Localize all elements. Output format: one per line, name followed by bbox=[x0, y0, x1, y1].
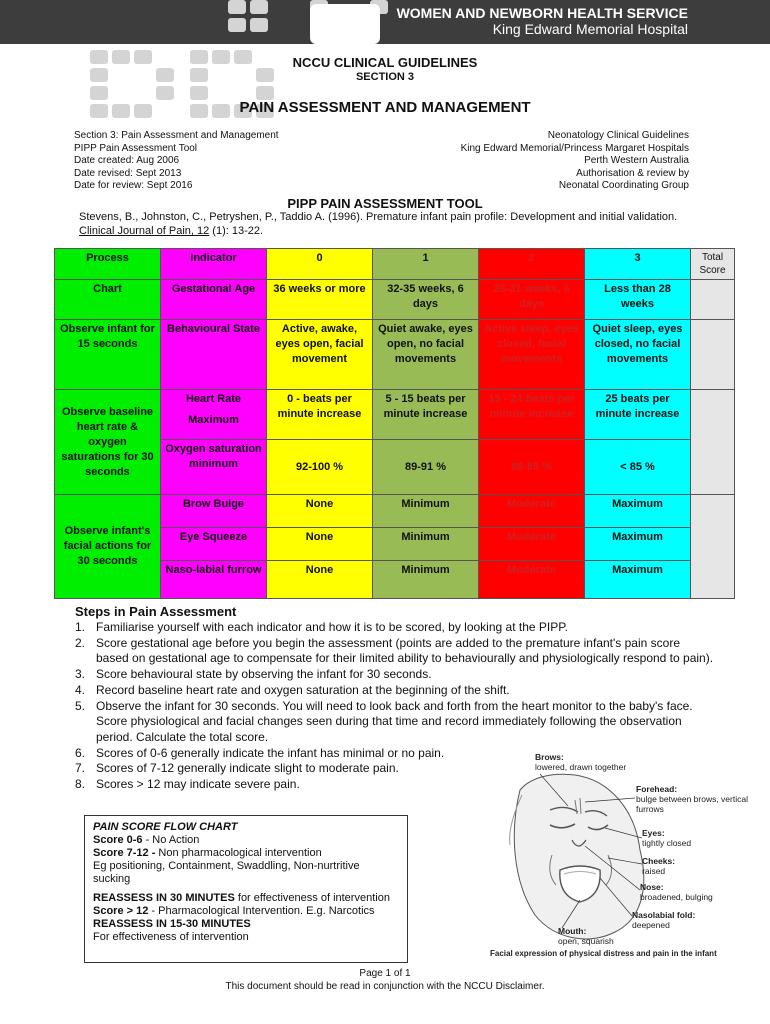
disclaimer: This document should be read in conjunction with the NCCU Disclaimer. bbox=[225, 981, 545, 992]
total-score-cell[interactable] bbox=[691, 280, 735, 320]
meta-line: Neonatal Coordinating Group bbox=[558, 180, 689, 192]
label-cheeks: Cheeks: bbox=[642, 856, 676, 866]
cell-indicator: Brow Bulge bbox=[161, 495, 267, 528]
list-item: 1. Familiarise yourself with each indicator and how it is to be scored, by looking at the PIPP. bbox=[75, 620, 569, 634]
cell-score-2: Moderate bbox=[479, 495, 585, 528]
cell-score-1: Minimum bbox=[373, 561, 479, 599]
meta-line: Date revised: Sept 2013 bbox=[74, 167, 182, 179]
cell-score-2: Moderate bbox=[479, 561, 585, 599]
cell-score-0: 36 weeks or more bbox=[267, 280, 373, 320]
meta-line: Date for review: Sept 2016 bbox=[74, 180, 193, 192]
cell-score-1: Minimum bbox=[373, 528, 479, 561]
cell-process: Observe baseline heart rate & oxygen saturations for 30 seconds bbox=[55, 390, 161, 495]
header-process: Process bbox=[55, 249, 161, 280]
total-score-cell[interactable] bbox=[691, 495, 735, 599]
flow-reassess-30: REASSESS IN 30 MINUTES for effectiveness of intervention bbox=[93, 892, 390, 904]
cell-score-3: 25 beats per minute increase bbox=[585, 390, 691, 440]
pipp-table bbox=[54, 248, 735, 599]
citation-text: Stevens, B., Johnston, C., Petryshen, P., Taddio A. (1996). Premature infant pain profile: Development and initial validation. bbox=[79, 211, 678, 223]
label-nasolabial: Nasolabial fold: bbox=[632, 910, 696, 920]
cell-score-0: None bbox=[267, 561, 373, 599]
table-row-behaviour bbox=[55, 320, 735, 390]
cell-score-3: Less than 28 weeks bbox=[585, 280, 691, 320]
infant-face-illustration: Brows:lowered, drawn together Forehead:bulge between brows, vertical furrows Eyes:tightly closed Cheeks:raised Nose:broadened, bulging Nasolabial fold:deepened Mouth:open, squarish Facial expression of physical distress and pain in the infant bbox=[490, 750, 750, 965]
cell-score-1: 32-35 weeks, 6 days bbox=[373, 280, 479, 320]
table-row-brow-bulge bbox=[55, 495, 735, 528]
label-nose: Nose: bbox=[640, 882, 664, 892]
header-score-1: 1 bbox=[373, 249, 479, 280]
cell-score-2: Active sleep, eyes closed, facial movements bbox=[479, 320, 585, 390]
flow-score-7-12-detail: Eg positioning, Containment, Swaddling, Non-nurtritive sucking bbox=[93, 860, 360, 885]
header-score-2: 2 bbox=[479, 249, 585, 280]
cell-score-0: Active, awake, eyes open, facial movement bbox=[267, 320, 373, 390]
face-caption: Facial expression of physical distress and pain in the infant bbox=[490, 949, 717, 958]
cell-process: Observe infant's facial actions for 30 seconds bbox=[55, 495, 161, 599]
cell-score-2: 88-85 % bbox=[479, 440, 585, 495]
flow-title: PAIN SCORE FLOW CHART bbox=[93, 821, 238, 833]
meta-line: Section 3: Pain Assessment and Management bbox=[74, 130, 279, 141]
cell-score-2: Moderate bbox=[479, 528, 585, 561]
label-forehead: Forehead: bbox=[636, 784, 678, 794]
list-item: 2. Score gestational age before you begin the assessment (points are added to the premature infant's pain score based on gestational age to compensate for their limited ability to behaviourally and physiologically respond to pain). bbox=[75, 635, 714, 666]
cell-indicator: Gestational Age bbox=[161, 280, 267, 320]
meta-line: Neonatology Clinical Guidelines bbox=[547, 130, 689, 141]
meta-line: PIPP Pain Assessment Tool bbox=[74, 142, 198, 154]
main-title: PAIN ASSESSMENT AND MANAGEMENT bbox=[239, 99, 531, 116]
cell-score-0: 92-100 % bbox=[267, 440, 373, 495]
list-item: 3. Score behavioural state by observing the infant for 30 seconds. bbox=[75, 667, 432, 682]
header-total-score: Total Score bbox=[691, 249, 735, 280]
table-header-row bbox=[55, 249, 735, 280]
cell-score-3: Maximum bbox=[585, 561, 691, 599]
total-score-cell[interactable] bbox=[691, 390, 735, 495]
label-brows: Brows: bbox=[535, 752, 564, 762]
steps-heading: Steps in Pain Assessment bbox=[75, 604, 237, 619]
label-eyes: Eyes: bbox=[642, 828, 665, 838]
list-item: 5. Observe the infant for 30 seconds. You will need to look back and forth from the heart monitor to the baby's face. Score physiological and facial changes seen during that time and record immediately following the observation period. Calculate the total score. bbox=[75, 698, 693, 744]
list-item: 7. Scores of 7-12 generally indicate slight to moderate pain. bbox=[75, 761, 399, 776]
list-item: 4. Record baseline heart rate and oxygen saturation at the beginning of the shift. bbox=[75, 682, 510, 697]
guidelines-title: NCCU CLINICAL GUIDELINES bbox=[292, 55, 478, 70]
cell-score-2: 15 - 24 beats per minute increase bbox=[479, 390, 585, 440]
meta-left bbox=[74, 130, 279, 193]
header-score-3: 3 bbox=[585, 249, 691, 280]
meta-line: Perth Western Australia bbox=[584, 155, 689, 167]
cell-process: Observe infant for 15 seconds bbox=[55, 320, 161, 390]
list-item: 6. Scores of 0-6 generally indicate the infant has minimal or no pain. bbox=[75, 745, 445, 760]
meta-line: Date created: Aug 2006 bbox=[74, 155, 180, 167]
label-mouth: Mouth: bbox=[558, 926, 587, 936]
cell-score-0: None bbox=[267, 528, 373, 561]
section-title: SECTION 3 bbox=[355, 71, 415, 83]
cell-score-3: Maximum bbox=[585, 495, 691, 528]
cell-score-3: < 85 % bbox=[585, 440, 691, 495]
table-row-heart-rate bbox=[55, 390, 735, 440]
cell-score-2: 28-31 weeks, 6 days bbox=[479, 280, 585, 320]
page-number: Page 1 of 1 bbox=[359, 968, 411, 979]
cell-indicator: Behavioural State bbox=[161, 320, 267, 390]
cell-score-1: Quiet awake, eyes open, no facial movements bbox=[373, 320, 479, 390]
flow-score-0-6: Score 0-6 - No Action bbox=[93, 834, 200, 846]
header-indicator: Indicator bbox=[161, 249, 267, 280]
pain-score-flow-chart bbox=[84, 815, 408, 963]
cell-score-1: Minimum bbox=[373, 495, 479, 528]
meta-line: King Edward Memorial/Princess Margaret Hospitals bbox=[460, 142, 689, 154]
cell-process: Chart bbox=[55, 280, 161, 320]
cell-score-0: 0 - beats per minute increase bbox=[267, 390, 373, 440]
flow-reassess-detail: For effectiveness of intervention bbox=[93, 931, 249, 943]
header-score-0: 0 bbox=[267, 249, 373, 280]
flow-score-7-12: Score 7-12 - Non pharmacological intervention bbox=[93, 847, 322, 859]
cell-indicator bbox=[161, 390, 267, 440]
meta-right bbox=[461, 130, 689, 193]
cell-indicator: Eye Squeeze bbox=[161, 528, 267, 561]
meta-line: Authorisation & review by bbox=[576, 167, 689, 179]
indicator-maximum: Maximum bbox=[188, 414, 239, 426]
citation bbox=[79, 210, 739, 238]
flow-reassess-15-30: REASSESS IN 15-30 MINUTES bbox=[93, 918, 251, 930]
table-row-chart bbox=[55, 280, 735, 320]
header-org: WOMEN AND NEWBORN HEALTH SERVICE bbox=[396, 5, 688, 21]
flow-score-over-12: Score > 12 - Pharmacological Intervention. E.g. Narcotics bbox=[93, 905, 375, 917]
cell-indicator: Oxygen saturation minimum bbox=[161, 440, 267, 495]
cell-score-3: Maximum bbox=[585, 528, 691, 561]
citation-rest: (1): 13-22. bbox=[209, 225, 264, 237]
cell-score-0: None bbox=[267, 495, 373, 528]
list-item: 8. Scores > 12 may indicate severe pain. bbox=[75, 777, 300, 792]
cell-score-1: 5 - 15 beats per minute increase bbox=[373, 390, 479, 440]
indicator-heart-rate: Heart Rate bbox=[185, 393, 242, 405]
tool-title: PIPP PAIN ASSESSMENT TOOL bbox=[287, 196, 483, 211]
cell-score-3: Quiet sleep, eyes closed, no facial movements bbox=[585, 320, 691, 390]
citation-journal: Clinical Journal of Pain, 12 bbox=[79, 225, 210, 237]
cell-indicator: Naso-labial furrow bbox=[161, 561, 267, 599]
cell-score-1: 89-91 % bbox=[373, 440, 479, 495]
total-score-cell[interactable] bbox=[691, 320, 735, 390]
header-hospital: King Edward Memorial Hospital bbox=[492, 21, 688, 37]
